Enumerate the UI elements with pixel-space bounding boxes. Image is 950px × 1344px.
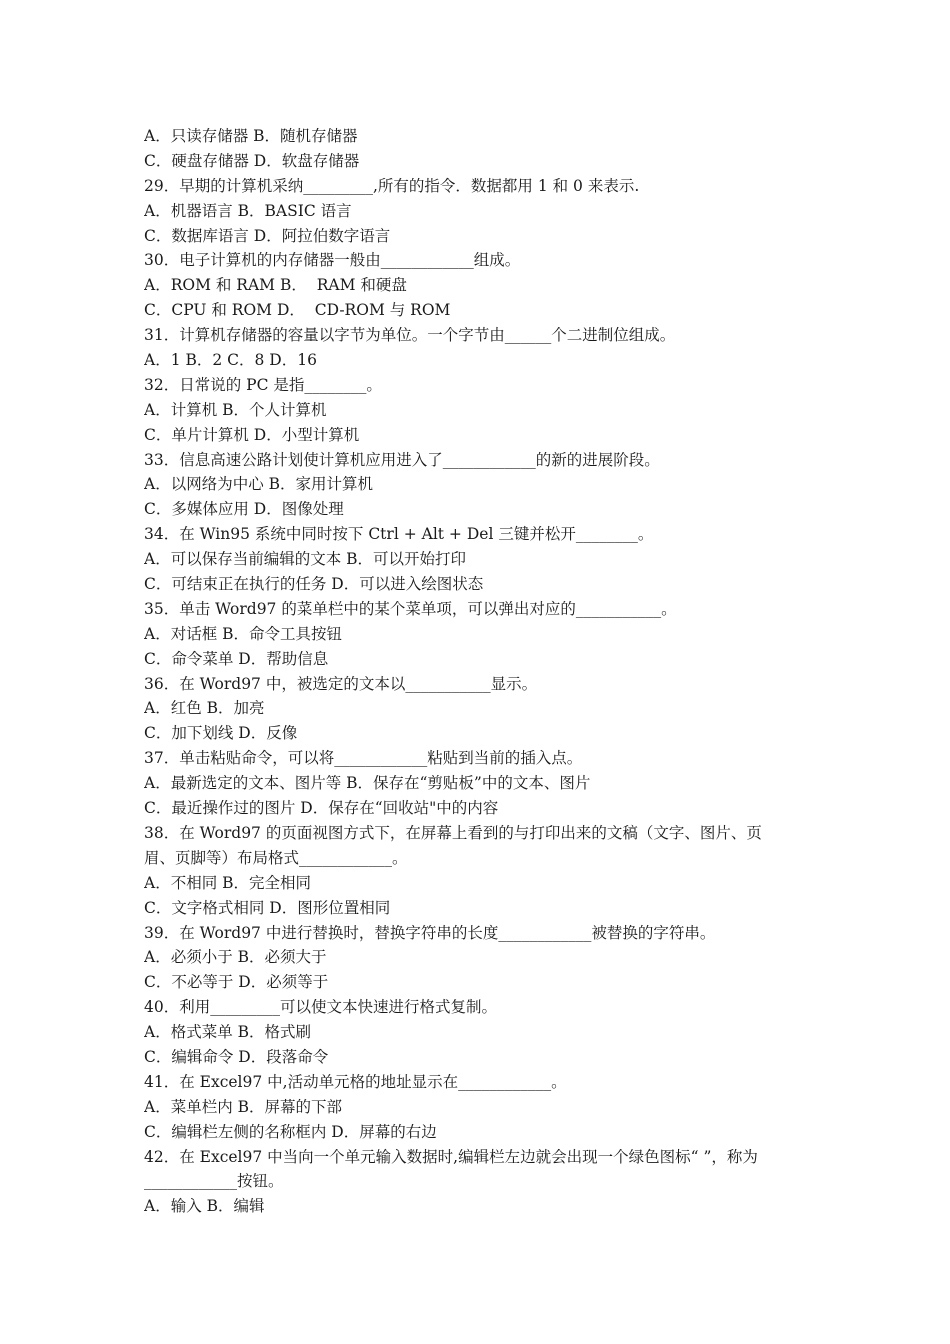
text-line: 33．信息高速公路计划使计算机应用进入了____________的新的进展阶段。 xyxy=(144,450,660,469)
text-line: 31．计算机存储器的容量以字节为单位。一个字节由______个二进制位组成。 xyxy=(144,326,676,345)
text-line: A．最新选定的文本、图片等 B．保存在“剪贴板”中的文本、图片 xyxy=(144,774,591,793)
text-line: C．单片计算机 D．小型计算机 xyxy=(144,425,360,444)
text-line: C．编辑命令 D．段落命令 xyxy=(144,1047,329,1066)
text-line: C．命令菜单 D．帮助信息 xyxy=(144,649,329,668)
text-line: A．以网络为中心 B．家用计算机 xyxy=(144,475,374,494)
text-line: A．1 B．2 C．8 D．16 xyxy=(144,351,317,370)
text-line: A．对话框 B．命令工具按钮 xyxy=(144,624,343,643)
text-line: C．不必等于 D．必须等于 xyxy=(144,973,329,992)
text-line: A．必须小于 B．必须大于 xyxy=(144,948,327,967)
text-line: A．只读存储器 B．随机存储器 xyxy=(144,127,358,145)
text-line: 34．在 Win95 系统中同时按下 Ctrl + Alt + Del 三键并松开________。 xyxy=(144,525,654,544)
text-line: ____________按钮。 xyxy=(144,1172,284,1191)
text-line: A．菜单栏内 B．屏幕的下部 xyxy=(144,1097,343,1116)
text-line: C．加下划线 D．反像 xyxy=(144,724,298,743)
text-line: A．ROM 和 RAM B． RAM 和硬盘 xyxy=(144,276,407,295)
text-line: C．可结束正在执行的任务 D．可以进入绘图状态 xyxy=(144,575,484,594)
text-line: 36．在 Word97 中，被选定的文本以___________显示。 xyxy=(144,674,538,693)
text-line: 39．在 Word97 中进行替换时，替换字符串的长度____________被替换的字符串。 xyxy=(144,923,716,942)
text-line: C．数据库语言 D．阿拉伯数字语言 xyxy=(144,226,391,245)
text-line: A．红色 B．加亮 xyxy=(144,699,265,718)
text-line: A．计算机 B．个人计算机 xyxy=(144,400,327,419)
text-line: A．格式菜单 B．格式刷 xyxy=(144,1023,312,1042)
text-line: 29．早期的计算机采纳_________,所有的指令．数据都用 1 和 0 来表示. xyxy=(144,176,640,195)
text-line: C．最近操作过的图片 D．保存在“回收站"中的内容 xyxy=(144,799,499,818)
document-body xyxy=(144,124,812,1219)
text-line: A．机器语言 B．BASIC 语言 xyxy=(144,201,352,220)
text-line: 42．在 Excel97 中当向一个单元输入数据时,编辑栏左边就会出现一个绿色图标“ ”，称为 xyxy=(144,1147,758,1166)
text-line: 37．单击粘贴命令，可以将____________粘贴到当前的插入点。 xyxy=(144,749,583,768)
text-line: 眉、页脚等）布局格式____________。 xyxy=(144,848,408,867)
text-line: A．可以保存当前编辑的文本 B．可以开始打印 xyxy=(144,550,467,569)
text-line: C．CPU 和 ROM D． CD-ROM 与 ROM xyxy=(144,301,451,320)
text-line: 32．日常说的 PC 是指________。 xyxy=(144,375,382,394)
text-line: A．不相同 B．完全相同 xyxy=(144,873,312,892)
text-line: 30．电子计算机的内存储器一般由____________组成。 xyxy=(144,251,521,270)
text-line: 38．在 Word97 的页面视图方式下，在屏幕上看到的与打印出来的文稿（文字、图片、页 xyxy=(144,823,762,842)
text-line: C．多媒体应用 D．图像处理 xyxy=(144,500,344,519)
text-line: C．编辑栏左侧的名称框内 D．屏幕的右边 xyxy=(144,1122,437,1141)
text-line: C．文字格式相同 D．图形位置相同 xyxy=(144,898,391,917)
text-line: A．输入 B．编辑 xyxy=(144,1197,265,1216)
text-line: 40．利用_________可以使文本快速进行格式复制。 xyxy=(144,998,497,1017)
text-line: 35．单击 Word97 的菜单栏中的某个菜单项，可以弹出对应的___________。 xyxy=(144,599,677,618)
text-line: C．硬盘存储器 D．软盘存储器 xyxy=(144,151,360,170)
text-line: 41．在 Excel97 中,活动单元格的地址显示在____________。 xyxy=(144,1072,567,1091)
